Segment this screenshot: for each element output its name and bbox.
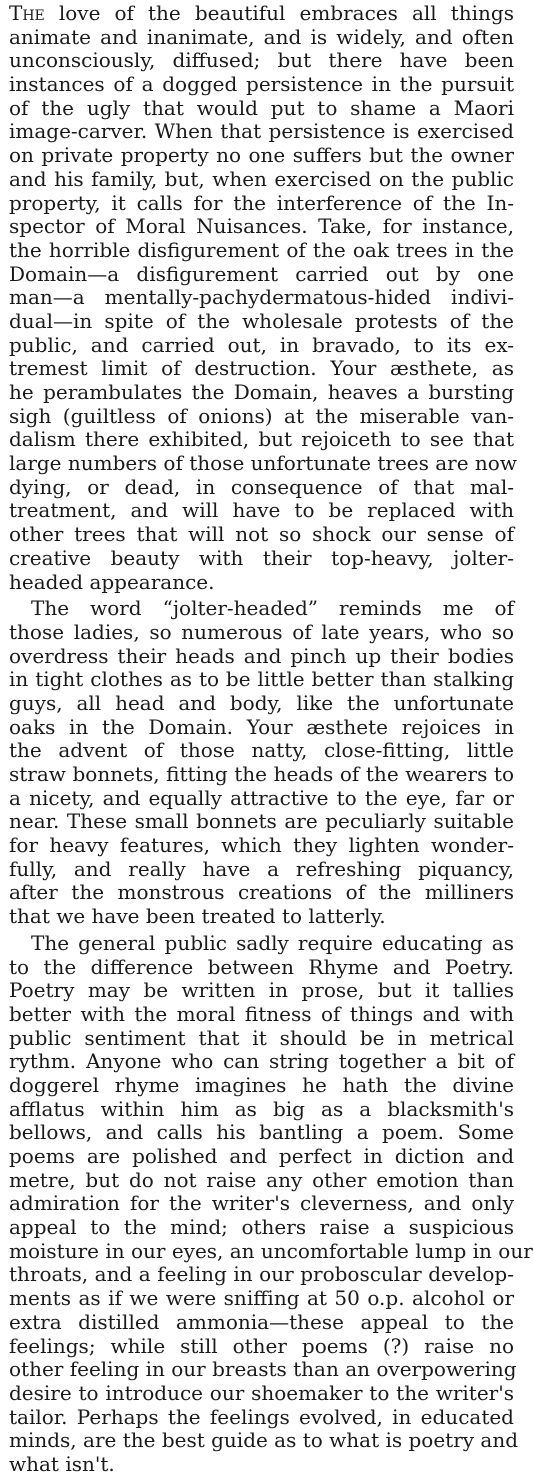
paragraph-bonnets bbox=[9, 597, 514, 929]
text-line: sigh (guiltless of onions) at the miserable van- bbox=[9, 403, 514, 428]
text-line: dual—in spite of the wholesale protests of the bbox=[9, 308, 514, 333]
text-line: metre, but do not raise any other emotion than bbox=[9, 1167, 514, 1192]
text-line: better with the moral fitness of things and with bbox=[9, 1001, 514, 1026]
text-line: The love of the beautiful embraces all things bbox=[9, 1, 514, 25]
text-line: man—a mentally-pachydermatous-hided indivi- bbox=[9, 285, 514, 310]
text-line: instances of a dogged persistence in the pursuit bbox=[9, 72, 514, 97]
text-line: moisture in our eyes, an uncomfortable lump in our bbox=[9, 1238, 533, 1263]
text-line: that we have been treated to latterly. bbox=[9, 904, 386, 929]
text-line: animate and inanimate, and is widely, and often bbox=[9, 24, 514, 49]
paragraph-rhyme-and-poetry bbox=[9, 930, 533, 1477]
text-line: a nicety, and equally attractive to the eye, far or bbox=[9, 785, 514, 810]
text-line: desire to introduce our shoemaker to the writer's bbox=[9, 1380, 514, 1405]
text-line: those ladies, so numerous of late years, who so bbox=[9, 619, 514, 644]
text-line: afflatus within him as big as a blacksmith's bbox=[9, 1096, 514, 1121]
text-line: of the ugly that would put to shame a Maori bbox=[9, 95, 514, 120]
text-line: poems are polished and perfect in diction and bbox=[9, 1144, 514, 1168]
text-line: the horrible disfigurement of the oak trees in the bbox=[9, 237, 514, 262]
text-line: overdress their heads and pinch up their bodies bbox=[9, 643, 514, 668]
text-line: The general public sadly require educating as bbox=[31, 930, 514, 955]
text-line: unconsciously, diffused; but there have been bbox=[9, 48, 514, 73]
text-line: public sentiment that it should be in metrical bbox=[9, 1025, 514, 1050]
text-line: doggerel rhyme imagines he hath the divine bbox=[9, 1072, 514, 1097]
text-line: bellows, and calls his bantling a poem. Some bbox=[9, 1120, 514, 1145]
text-line: headed appearance. bbox=[9, 569, 215, 594]
text-line: rythm. Anyone who can string together a bit of bbox=[9, 1049, 514, 1074]
text-line: to the difference between Rhyme and Poetry. bbox=[9, 954, 514, 979]
text-line: ments as if we were sniffing at 50 o.p. alcohol or bbox=[9, 1286, 514, 1311]
text-line: guys, all head and body, like the unfortunate bbox=[9, 690, 514, 715]
text-line: minds, are the best guide as to what is poetry and bbox=[9, 1428, 519, 1453]
text-line: straw bonnets, fitting the heads of the wearers to bbox=[9, 762, 514, 786]
text-line: dying, or dead, in consequence of that mal- bbox=[9, 474, 514, 499]
article-column bbox=[9, 1, 533, 1477]
text-line: tremest limit of destruction. Your æsthete, as bbox=[9, 356, 514, 381]
text-line: what isn't. bbox=[9, 1451, 115, 1476]
text-line: other feeling in our breasts than an overpowering bbox=[9, 1357, 517, 1382]
text-line: on private property no one suffers but the owner bbox=[9, 143, 514, 168]
text-line: for heavy features, which they lighten wonder- bbox=[9, 833, 514, 858]
text-line: oaks in the Domain. Your æsthete rejoices in bbox=[9, 714, 514, 739]
text-line: throats, and a feeling in our proboscular develop- bbox=[9, 1262, 514, 1287]
text-line: Domain—a disfigurement carried out by one bbox=[9, 261, 514, 286]
text-line: spector of Moral Nuisances. Take, for instance, bbox=[9, 214, 514, 239]
text-line: Poetry may be written in prose, but it tallies bbox=[9, 978, 514, 1003]
text-line: he perambulates the Domain, heaves a bursting bbox=[9, 380, 514, 404]
text-line: extra distilled ammonia—these appeal to the bbox=[9, 1309, 514, 1334]
text-line: creative beauty with their top-heavy, jolter- bbox=[9, 545, 514, 570]
paragraph-oak-trees bbox=[9, 1, 517, 594]
text-line: in tight clothes as to be little better than stalking bbox=[9, 667, 514, 692]
text-line: appeal to the mind; others raise a suspicious bbox=[9, 1215, 514, 1240]
text-line: tailor. Perhaps the feelings evolved, in educated bbox=[9, 1404, 514, 1429]
text-line: near. These small bonnets are peculiarly suitable bbox=[9, 809, 514, 834]
text-line: after the monstrous creations of the milliners bbox=[9, 880, 514, 905]
text-line: the advent of those natty, close-fitting, little bbox=[9, 738, 514, 763]
text-line: public, and carried out, in bravado, to its ex- bbox=[9, 332, 514, 357]
text-line: dalism there exhibited, but rejoiceth to see that bbox=[9, 427, 514, 452]
text-line: The word “jolter-headed” reminds me of bbox=[31, 596, 514, 621]
text-line: and his family, but, when exercised on the public bbox=[9, 166, 514, 191]
text-line: fully, and really have a refreshing piquancy, bbox=[9, 856, 514, 881]
text-line: other trees that will not so shock our sense of bbox=[9, 522, 514, 547]
text-line: property, it calls for the interference of the In- bbox=[9, 190, 514, 215]
text-line: treatment, and will have to be replaced with bbox=[9, 498, 514, 523]
text-line: feelings; while still other poems (?) raise no bbox=[9, 1333, 514, 1358]
text-line: admiration for the writer's cleverness, and only bbox=[9, 1191, 514, 1216]
text-line: image-carver. When that persistence is exercised bbox=[9, 119, 514, 144]
text-line: large numbers of those unfortunate trees are now bbox=[9, 451, 517, 476]
